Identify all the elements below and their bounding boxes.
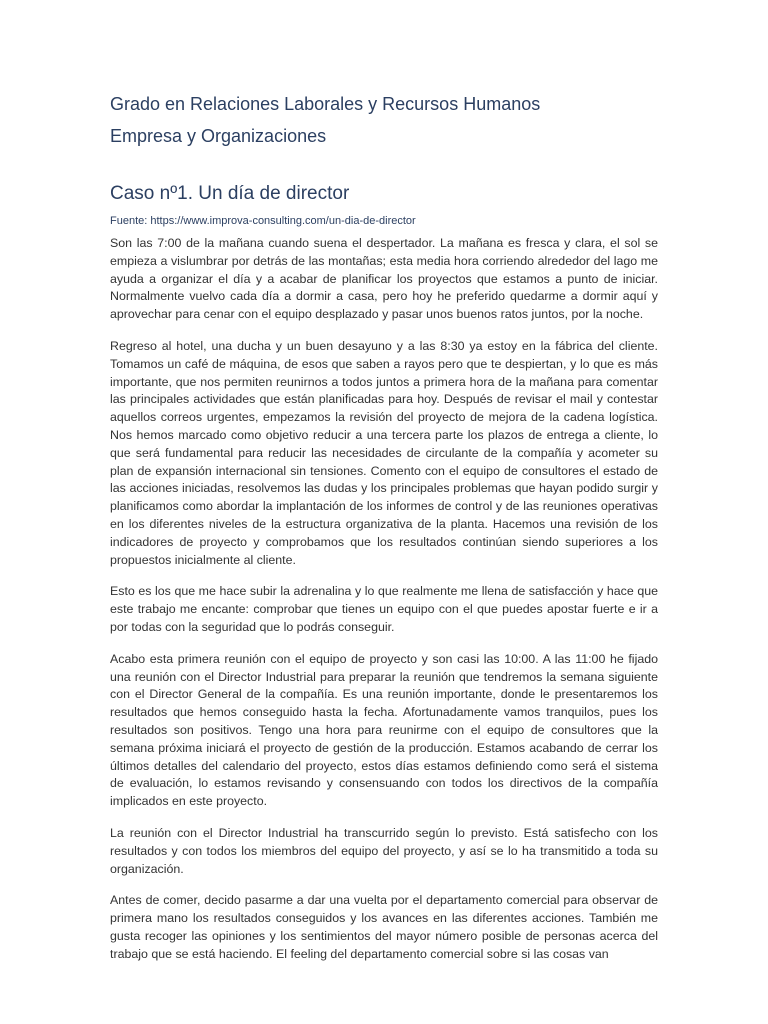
case-title: Caso nº1. Un día de director [110,183,350,204]
paragraph-4: Acabo esta primera reunión con el equipo de proyecto y son casi las 10:00. A las 11:00 he fijado una reunión con el Director Industrial para preparar la reunión que tendremos la semana siguiente con el Director General de la compañía. Es una reunión importante, donde le presentaremos los resultados que hemos conseguido hasta la fecha. Afortunadamente vamos tranquilos, pues los resultados son positivos. Tengo una hora para reunirme con el equipo de consultores que la semana próxima iniciará el proyecto de gestión de la producción. Estamos acabando de cerrar los últimos detalles del calendario del proyecto, estos días estamos definiendo como será el sistema de evaluación, lo estamos revisando y consensuando con todos los directivos de la compañía implicados en este proyecto. [110,651,658,809]
paragraph-1: Son las 7:00 de la mañana cuando suena el despertador. La mañana es fresca y clara, el sol se empieza a vislumbrar por detrás de las montañas; esta media hora corriendo alrededor del lago me ayuda a organizar el día y a acabar de planificar los proyectos que estamos a punto de iniciar. Normalmente vuelvo cada día a dormir a casa, pero hoy he preferido quedarme a dormir aquí y aprovechar para cenar con el equipo desplazado y pasar unos buenos ratos juntos, por la noche. [110,236,658,322]
document-page [110,92,658,963]
paragraph-2: Regreso al hotel, una ducha y un buen desayuno y a las 8:30 ya estoy en la fábrica del cliente. Tomamos un café de máquina, de esos que saben a rayos pero que te despiertan, y lo que es más importante, que nos permiten reunirnos a todos juntos a primera hora de la mañana para comentar las principales actividades que están planificadas para hoy. Después de revisar el mail y contestar aquellos correos urgentes, empezamos la revisión del proyecto de mejora de la cadena logística. Nos hemos marcado como objetivo reducir a una tercera parte los plazos de entrega a cliente, lo que será fundamental para reducir las necesidades de circulante de la compañía y acometer su plan de expansión internacional sin tensiones. Comento con el equipo de consultores el estado de las acciones iniciadas, resolvemos las dudas y los principales problemas que hayan podido surgir y planificamos como abordar la implantación de los informes de control y de las reuniones operativas en los diferentes niveles de la estructura organizativa de la planta. Hacemos una revisión de los indicadores de proyecto y comprobamos que los resultados continúan siendo superiores a los propuestos inicialmente al cliente. [110,338,658,567]
degree-heading: Grado en Relaciones Laborales y Recursos Humanos [110,94,541,114]
paragraph-5: La reunión con el Director Industrial ha transcurrido según lo previsto. Está satisfecho con los resultados y con todos los miembros del equipo del proyecto, y así se lo ha transmitido a toda su organización. [110,825,658,876]
source-line: Fuente: https://www.improva-consulting.com/un-dia-de-director [110,215,416,227]
paragraph-3: Esto es los que me hace subir la adrenalina y lo que realmente me llena de satisfacción y hace que este trabajo me encante: comprobar que tienes un equipo con el que puedes apostar fuerte e ir a por todas con la seguridad que lo podrás conseguir. [110,584,658,634]
course-heading: Empresa y Organizaciones [110,126,327,146]
paragraph-6: Antes de comer, decido pasarme a dar una vuelta por el departamento comercial para observar de primera mano los resultados conseguidos y los avances en las diferentes acciones. También me gusta recoger las opiniones y los sentimientos del mayor número posible de personas acerca del trabajo que se está haciendo. El feeling del departamento comercial sobre si las cosas van [110,893,658,961]
